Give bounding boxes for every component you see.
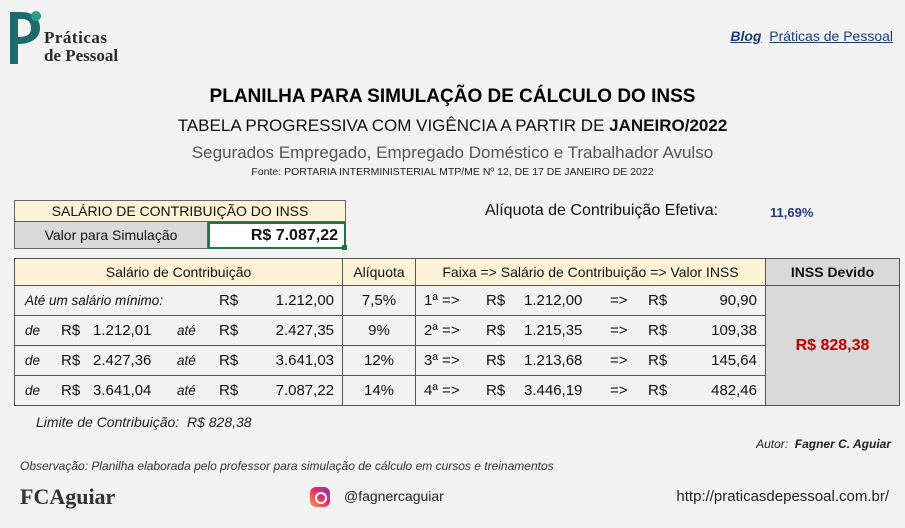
fonte-line: Fonte: PORTARIA INTERMINISTERIAL MTP/ME Nº 12, DE 17 DE JANEIRO DE 2022	[251, 166, 654, 178]
rs-symbol: R$	[61, 352, 81, 369]
ate-label: até	[177, 353, 196, 368]
instagram-handle[interactable]: @fagnercaguiar	[344, 488, 444, 504]
table-row	[15, 286, 900, 316]
rate-cell: 7,5%	[343, 286, 416, 316]
de-label: de	[25, 353, 41, 368]
band-base: 3.446,19	[524, 382, 583, 399]
rs-symbol: R$	[486, 322, 506, 339]
limite-contribuicao	[36, 414, 252, 430]
ate-label: até	[177, 383, 196, 398]
ate-label: até	[177, 323, 196, 338]
rs-symbol: R$	[219, 352, 239, 369]
header-inss-devido: INSS Devido	[766, 259, 900, 286]
arrow: =>	[610, 292, 628, 309]
logo-text-line2: de Pessoal	[44, 46, 119, 65]
rs-symbol: R$	[219, 382, 239, 399]
rs-symbol: R$	[486, 382, 506, 399]
salary-box-header: SALÁRIO DE CONTRIBUIÇÃO DO INSS	[14, 200, 346, 222]
de-label: de	[25, 323, 41, 338]
blog-name: Práticas de Pessoal	[769, 28, 893, 44]
band-label: 4ª =>	[424, 382, 460, 399]
rs-symbol: R$	[648, 352, 668, 369]
segurados-line: Segurados Empregado, Empregado Doméstico e Trabalhador Avulso	[191, 143, 714, 162]
autor-name: Fagner C. Aguiar	[794, 437, 891, 451]
limite-value: R$ 828,38	[186, 414, 252, 430]
blog-link[interactable]	[730, 28, 893, 44]
band-value: 482,46	[711, 382, 757, 399]
autor	[756, 437, 891, 451]
rs-symbol: R$	[61, 322, 81, 339]
arrow: =>	[610, 322, 628, 339]
arrow: =>	[610, 382, 628, 399]
observacao: Observação: Planilha elaborada pelo professor para simulação de cálculo em cursos e treinamentos	[20, 459, 554, 473]
band-label: 2ª =>	[424, 322, 460, 339]
de-label: de	[25, 383, 41, 398]
rs-symbol: R$	[486, 352, 506, 369]
band-value: 90,90	[719, 292, 757, 309]
rate-cell: 12%	[343, 346, 416, 376]
simulation-value-cell[interactable]: R$ 7.087,22	[208, 222, 346, 249]
effective-rate-value: 11,69%	[770, 205, 814, 220]
band-label: 1ª =>	[424, 292, 460, 309]
band-label: 3ª =>	[424, 352, 460, 369]
range-to: 1.212,00	[275, 292, 334, 309]
website-link[interactable]: http://praticasdepessoal.com.br/	[676, 488, 889, 505]
band-base: 1.215,35	[524, 322, 583, 339]
rs-symbol: R$	[648, 322, 668, 339]
range-from: 1.212,01	[93, 322, 152, 339]
fcaguiar-logo-icon: FCAguiar	[20, 484, 116, 509]
inss-total: R$ 828,38	[766, 286, 900, 406]
range-to: 3.641,03	[275, 352, 334, 369]
first-row-label: Até um salário mínimo:	[25, 293, 164, 308]
limite-label: Limite de Contribuição:	[36, 414, 180, 430]
rate-cell: 14%	[343, 376, 416, 406]
rs-symbol: R$	[219, 292, 239, 309]
praticas-logo-icon	[4, 8, 42, 66]
subtitle-date: JANEIRO/2022	[609, 116, 728, 135]
rs-symbol: R$	[486, 292, 506, 309]
table-subtitle	[0, 116, 905, 136]
rate-cell: 9%	[343, 316, 416, 346]
band-value: 109,38	[711, 322, 757, 339]
arrow: =>	[610, 352, 628, 369]
autor-label: Autor:	[756, 437, 789, 451]
inss-table	[14, 258, 900, 406]
band-base: 1.212,00	[524, 292, 583, 309]
page-title: PLANILHA PARA SIMULAÇÃO DE CÁLCULO DO INSS	[209, 86, 696, 107]
rs-symbol: R$	[219, 322, 239, 339]
range-from: 3.641,04	[93, 382, 152, 399]
range-to: 7.087,22	[275, 382, 334, 399]
cell-fill-handle[interactable]	[342, 245, 347, 250]
rs-symbol: R$	[61, 382, 81, 399]
rs-symbol: R$	[648, 382, 668, 399]
effective-rate-label: Alíquota de Contribuição Efetiva:	[485, 202, 719, 219]
subtitle-prefix: TABELA PROGRESSIVA COM VIGÊNCIA A PARTIR DE	[177, 116, 605, 135]
header-salario: Salário de Contribuição	[15, 259, 343, 286]
logo-text-line1: Práticas	[44, 28, 108, 47]
rs-symbol: R$	[648, 292, 668, 309]
table-header-row	[15, 259, 900, 286]
header-faixa: Faixa => Salário de Contribuição => Valor INSS	[416, 259, 766, 286]
band-value: 145,64	[711, 352, 757, 369]
range-from: 2.427,36	[93, 352, 152, 369]
header-aliquota: Alíquota	[343, 259, 416, 286]
blog-label: Blog	[730, 28, 762, 44]
band-base: 1.213,68	[524, 352, 583, 369]
instagram-icon[interactable]	[310, 487, 330, 507]
range-to: 2.427,35	[275, 322, 334, 339]
simulation-label: Valor para Simulação	[14, 222, 208, 249]
